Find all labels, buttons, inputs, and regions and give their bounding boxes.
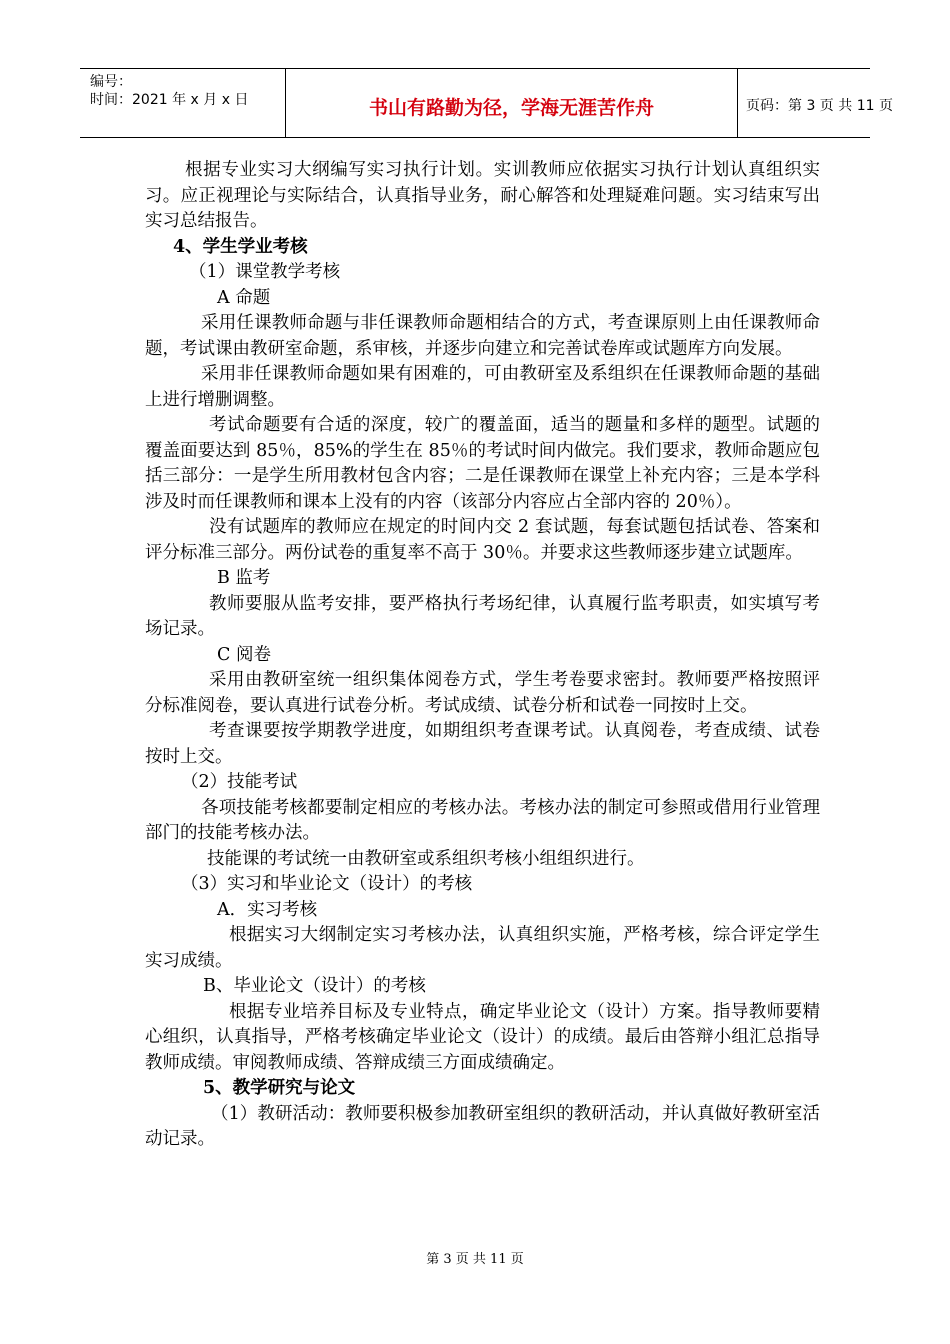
item-heading-exam-setting: A 命题 — [217, 287, 271, 308]
paragraph-skill-organization: 技能课的考试统一由教研室或系组织考核小组组织进行。 — [207, 848, 645, 869]
header-page-cell — [738, 69, 893, 137]
paragraph-invigilation: 教师要服从监考安排，要严格执行考场纪律，认真履行监考职责，如实填写考场记录。 — [145, 593, 820, 639]
header-motto: 书山有路勤为径，学海无涯苦作舟 — [368, 97, 654, 119]
paragraph-skill-methods: 各项技能考核都要制定相应的考核办法。考核办法的制定可参照或借用行业管理部门的技能考核办法。 — [145, 797, 820, 843]
section-heading-research: 5、教学研究与论文 — [203, 1078, 356, 1098]
subsection-skill-exam: （2）技能考试 — [181, 772, 298, 792]
paragraph-research-activities: （1）教研活动：教师要积极参加教研室组织的教研活动，并认真做好教研室活动记录。 — [145, 1103, 820, 1149]
header-motto-cell — [285, 69, 738, 137]
header-page-info: 页码：第 3 页 共 11 页 — [746, 98, 893, 114]
item-heading-internship-assessment: A．实习考核 — [217, 899, 318, 920]
subsection-internship-thesis: （3）实习和毕业论文（设计）的考核 — [181, 874, 473, 894]
document-number-label: 编号： — [90, 74, 132, 90]
paragraph-test-bank: 没有试题库的教师应在规定的时间内交 2 套试题，每套试题包括试卷、答案和评分标准三部分。两份试卷的重复率不高于 30％。并要求这些教师逐步建立试题库。 — [145, 517, 820, 563]
paragraph-thesis-assessment: 根据专业培养目标及专业特点，确定毕业论文（设计）方案。指导教师要精心组织，认真指导，严格考核确定毕业论文（设计）的成绩。最后由答辩小组汇总指导教师成绩。审阅教师成绩、答辩成绩三方面成绩确定。 — [145, 1001, 820, 1073]
subsection-classroom-assessment: （1）课堂教学考核 — [189, 262, 341, 282]
paragraph-marking: 采用由教研室统一组织集体阅卷方式，学生考卷要求密封。教师要严格按照评分标准阅卷，要认真进行试卷分析。考试成绩、试卷分析和试卷一同按时上交。 — [145, 670, 820, 716]
paragraph-internship-plan: 根据专业实习大纲编写实习执行计划。实训教师应依据实习执行计划认真组织实习。应正视理论与实际结合，认真指导业务，耐心解答和处理疑难问题。实习结束写出实习总结报告。 — [145, 160, 820, 231]
item-heading-invigilation: B 监考 — [217, 568, 271, 588]
paragraph-internship-assessment: 根据实习大纲制定实习考核办法，认真组织实施，严格考核，综合评定学生实习成绩。 — [145, 925, 820, 971]
paragraph-exam-coverage: 考试命题要有合适的深度，较广的覆盖面，适当的题量和多样的题型。试题的覆盖面要达到 85％，85%的学生在 85％的考试时间内做完。我们要求，教师命题应包括三部分：一是学生所用教材包含内容；二是任课教师在课堂上补充内容；三是本学科涉及时而任课教师和课本上没有的内容（该部分内容应占全部内容的 20％）。 — [145, 415, 820, 512]
item-heading-thesis-assessment: B、毕业论文（设计）的考核 — [203, 976, 426, 996]
paragraph-non-teacher-setting: 采用非任课教师命题如果有困难的，可由教研室及系组织在任课教师命题的基础上进行增删调整。 — [145, 364, 820, 410]
section-heading-assessment: 4、学生学业考核 — [173, 236, 308, 257]
document-body — [145, 158, 820, 1153]
page-footer: 第 3 页 共 11 页 — [426, 1252, 524, 1267]
page-header — [80, 68, 893, 138]
paragraph-exam-setting-method: 采用任课教师命题与非任课教师命题相结合的方式，考查课原则上由任课教师命题，考试课由教研室命题，系审核，并逐步向建立和完善试卷库或试题库方向发展。 — [145, 313, 820, 359]
document-date-label: 时间：2021 年 x 月 x 日 — [90, 92, 249, 108]
paragraph-review-courses: 考查课要按学期教学进度，如期组织考查课考试。认真阅卷，考查成绩、试卷按时上交。 — [145, 721, 820, 767]
header-meta-cell — [80, 69, 285, 137]
item-heading-marking: C 阅卷 — [217, 644, 271, 665]
